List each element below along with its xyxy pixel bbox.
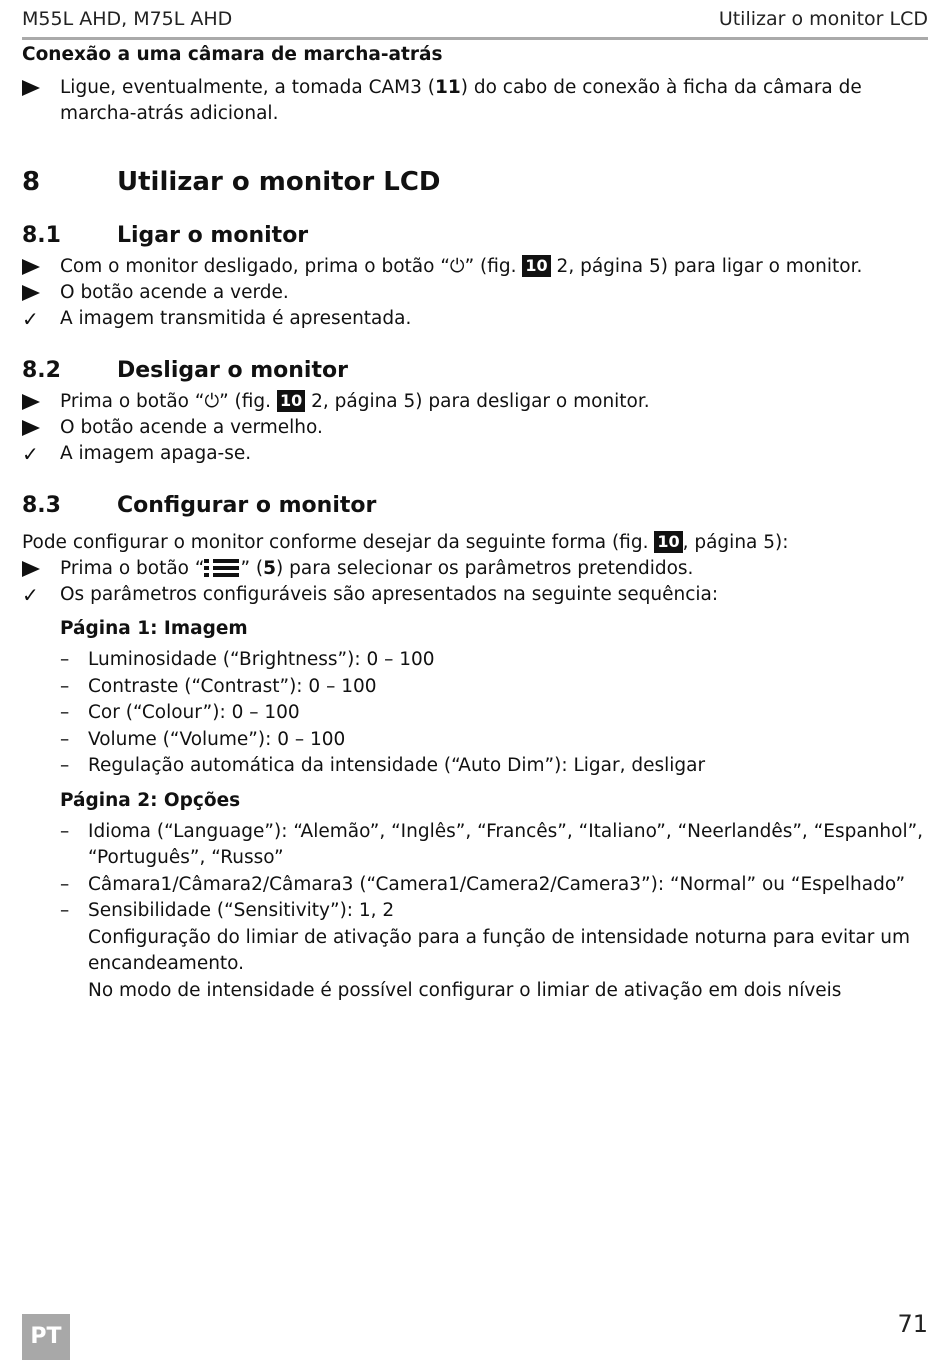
page2-label: Página 2: Opções [60, 789, 241, 811]
list-item: – Volume (“Volume”): 0 – 100 [60, 728, 346, 750]
checkmark-icon: ✓ [22, 583, 39, 607]
list-item-note: No modo de intensidade é possível configurar o limiar de ativação em dois níveis [88, 979, 842, 1001]
instruction-step: Prima o botão “ ” (5) para selecionar os parâmetros pretendidos. [22, 556, 932, 582]
checkmark-icon: ✓ [22, 442, 39, 466]
header-rule [22, 37, 928, 40]
figure-badge: 10 [654, 531, 682, 553]
arrow-icon [22, 556, 52, 585]
result-line: ✓ A imagem apaga-se. [22, 442, 252, 466]
list-item: – Idioma (“Language”): “Alemão”, “Inglês”, “Francês”, “Italiano”, “Neerlandês”, “Espanhol”, “Português”, “Russo” [60, 820, 924, 868]
ref-number: 11 [435, 77, 461, 98]
power-icon: ⏻ [449, 256, 465, 277]
arrow-icon [22, 254, 52, 283]
language-badge: PT [22, 1314, 70, 1360]
list-item-note: Configuração do limiar de ativação para a função de intensidade noturna para evitar um encandeamento. [88, 926, 910, 974]
section-heading-8-3: 8.3 Configurar o monitor [22, 493, 377, 518]
page-content [22, 42, 932, 1004]
figure-badge: 10 [277, 390, 305, 412]
arrow-icon [22, 389, 52, 418]
list-item: – Sensibilidade (“Sensitivity”): 1, 2 [60, 900, 395, 921]
result-line: ✓ Os parâmetros configuráveis são apresentados na seguinte sequência: [22, 583, 719, 607]
menu-icon [204, 557, 240, 577]
instruction-step: Ligue, eventualmente, a tomada CAM3 (11) do cabo de conexão à ficha da câmara de marcha-atrás adicional. [22, 75, 932, 127]
page-number: 71 [897, 1310, 928, 1338]
header-section: Utilizar o monitor LCD [718, 8, 928, 30]
arrow-icon [22, 75, 52, 104]
section-heading-8-1: 8.1 Ligar o monitor [22, 223, 309, 248]
result-line: ✓ A imagem transmitida é apresentada. [22, 307, 412, 331]
arrow-icon [22, 415, 52, 444]
list-item: – Cor (“Colour”): 0 – 100 [60, 702, 300, 723]
header-product: M55L AHD, M75L AHD [22, 8, 233, 30]
page-header [22, 8, 928, 38]
page1-label: Página 1: Imagem [60, 618, 248, 639]
section-intro: Pode configurar o monitor conforme desejar da seguinte forma (fig. 10 , página 5): [22, 532, 789, 553]
ref-number: 5 [263, 558, 277, 579]
instruction-step: O botão acende a verde. [22, 280, 932, 306]
section-heading-8-2: 8.2 Desligar o monitor [22, 358, 348, 383]
instruction-step: Com o monitor desligado, prima o botão “⏻” (fig. 10 2, página 5) para ligar o monitor. [22, 254, 932, 280]
arrow-icon [22, 280, 52, 309]
intro-subtitle: Conexão a uma câmara de marcha-atrás [22, 44, 443, 65]
checkmark-icon: ✓ [22, 307, 39, 331]
list-item: – Câmara1/Câmara2/Câmara3 (“Camera1/Camera2/Camera3”): “Normal” ou “Espelhado” [60, 873, 906, 895]
instruction-step: O botão acende a vermelho. [22, 415, 932, 441]
power-icon: ⏻ [204, 391, 220, 412]
list-item: – Luminosidade (“Brightness”): 0 – 100 [60, 649, 435, 670]
chapter-heading: 8 Utilizar o monitor LCD [22, 167, 441, 197]
list-item: – Contraste (“Contrast”): 0 – 100 [60, 675, 377, 697]
list-item: – Regulação automática da intensidade (“Auto Dim”): Ligar, desligar [60, 755, 706, 776]
figure-badge: 10 [522, 255, 550, 277]
instruction-step: Prima o botão “⏻” (fig. 10 2, página 5) para desligar o monitor. [22, 389, 932, 415]
